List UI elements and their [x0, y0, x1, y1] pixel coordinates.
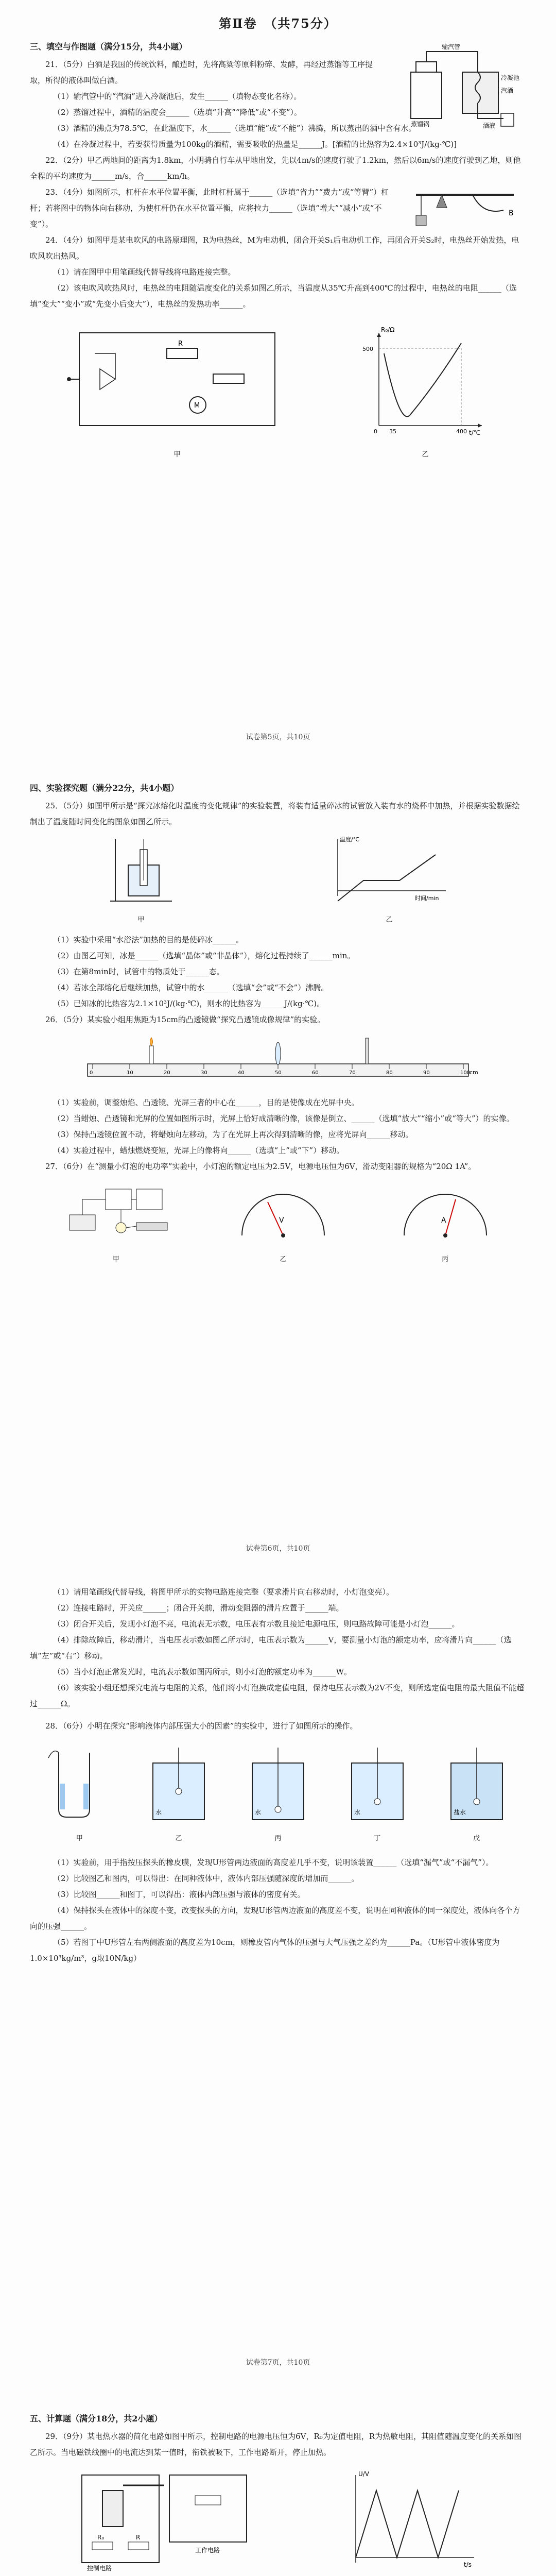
resistance-temperature-graph	[358, 323, 492, 441]
section-5-title: 五、计算题（满分18分，共2小题）	[30, 2414, 163, 2424]
ruler-tick-label: 80	[386, 1070, 393, 1076]
q24-caption-a: 甲	[173, 451, 181, 459]
q27-figures	[30, 1179, 526, 1267]
water-bath-apparatus	[100, 834, 182, 906]
section-4-title: 四、实验探究题（满分22分，共4小题）	[30, 783, 179, 793]
q28-fig-e	[441, 1742, 513, 1846]
container-saltwater-e	[441, 1742, 513, 1825]
q26-line-4: （4）实验过程中，蜡烛燃烧变短，光屏上的像将向______（选填“上”或“下”）移动。	[53, 1146, 344, 1155]
q27-ammeter	[394, 1179, 497, 1267]
q28-fig-d	[341, 1742, 413, 1846]
fig-label-pipe: 输汽管	[442, 43, 461, 50]
q24-graph-xlabel: t/℃	[469, 429, 481, 436]
question-27	[30, 1159, 526, 1267]
page-5-footer: 试卷第5页，共10页	[246, 733, 310, 741]
q28-caption-b: 乙	[175, 1835, 182, 1842]
q28-caption-a: 甲	[76, 1835, 83, 1842]
question-22: 22．（2分）甲乙两地间的距离为1.8km，小明骑自行车从甲地出发，先以4m/s的速度行驶了1.2km，然后以6m/s的速度行驶到乙地，则他全程的平均速度为______m/s，合______km/h。	[30, 156, 521, 181]
q28-line-3: （3）比较图______和图丁，可以得出：液体内部压强与液体的密度有关。	[53, 1890, 305, 1899]
q27-continued	[30, 1584, 526, 1712]
fig-label-vapor: 汽酒	[501, 87, 514, 94]
q27-line-1: （1）请用笔画线代替导线，将图甲所示的实物电路连接完整（要求滑片向右移动时，小灯泡变亮）。	[53, 1587, 394, 1597]
u-tube-manometer	[43, 1742, 115, 1825]
q21-line-4: （4）在冷凝过程中，若要获得质量为100kg的酒精，需要吸收的热量是______J。[酒精的比热容为2.4×10³J/(kg·℃)]	[53, 140, 457, 149]
q21-line-2: （2）蒸馏过程中，酒精的温度会______（选填“升高”“降低”或“不变”）。	[53, 108, 302, 117]
q24-caption-b: 乙	[422, 451, 429, 459]
q24-stem: 24．（4分）如图甲是某电吹风的电路原理图，R为电热丝，M为电动机，闭合开关S₁后电动机工作，再闭合开关S₂时，电热丝开始发热，电吹风吹出热风。	[30, 235, 519, 261]
exam-page-5	[0, 0, 556, 757]
q21-stem: 21．（5分）白酒是我国的传统饮料，酿造时，先将高粱等原料粉碎、发酵，再经过蒸馏等工序提取，所得的液体叫做白酒。	[30, 60, 373, 85]
ruler-tick-label: 70	[349, 1070, 356, 1076]
q24-graph-figure	[358, 323, 492, 463]
page-7-footer: 试卷第7页，共10页	[246, 2359, 310, 2367]
fig-label-pot: 蒸馏锅	[411, 121, 430, 128]
q27-circuit	[59, 1179, 172, 1267]
q25-apparatus	[100, 834, 182, 928]
q28-caption-d: 丁	[374, 1835, 381, 1842]
ammeter-dial	[394, 1179, 497, 1246]
q25-graph	[322, 834, 456, 928]
q25-graph-xlabel: 时间/min	[415, 895, 439, 902]
voltage-time-graph	[340, 2465, 484, 2573]
page-6-footer: 试卷第6页，共10页	[246, 1545, 310, 1553]
q24-line-1: （1）请在图甲中用笔画线代替导线将电路连接完整。	[53, 267, 236, 277]
hairdryer-circuit-svg	[64, 323, 290, 441]
q27-line-6: （6）该实验小组还想探究电流与电阻的关系，他们将小灯泡换成定值电阻，保持电压表示数为2V不变，则所选定值电阻的最大阻值不能超过______Ω。	[30, 1683, 524, 1708]
q28-line-2: （2）比较图乙和图丙，可以得出：在同种液体中，液体内部压强随深度的增加而______。	[53, 1874, 359, 1883]
q28-fig-b	[143, 1742, 215, 1846]
q25-line-4: （4）若冰全部熔化后继续加热，试管中的水______（选填“会”或“不会”）沸腾。	[53, 983, 329, 992]
question-28	[30, 1718, 526, 1967]
q28-liquid-d: 水	[354, 1809, 360, 1816]
q29-graph-xlabel: t/s	[464, 2561, 472, 2568]
q21-line-1: （1）输汽管中的“汽酒”进入冷凝池后，发生______（填物态变化名称）。	[53, 92, 302, 101]
q23-stem: 23．（4分）如图所示，杠杆在水平位置平衡，此时杠杆属于______（选填“省力”“费力”或“等臂”）杠杆；若将图中的物体向右移动，为使杠杆仍在水平位置平衡，应将拉力______（选填“增大”“减小”或“不变”）。	[30, 188, 389, 229]
q27-line-2: （2）连接电路时，开关应______；闭合开关前，滑动变阻器的滑片应置于______端。	[53, 1603, 344, 1613]
exam-page-7	[0, 1569, 556, 2388]
part-title: 第Ⅱ卷 （共75分）	[219, 16, 337, 31]
question-23	[30, 184, 526, 232]
voltmeter-dial	[232, 1179, 335, 1246]
q28-figures	[30, 1742, 526, 1846]
optical-bench-svg	[82, 1033, 478, 1090]
svg-text:V: V	[279, 1216, 284, 1225]
q28-caption-e: 戊	[473, 1835, 480, 1842]
distillation-figure	[401, 41, 524, 129]
q26-line-3: （3）保持凸透镜位置不动，将蜡烛向左移动，为了在光屏上再次得到清晰的像，应将光屏向______移动。	[53, 1130, 413, 1139]
page-6-content	[30, 773, 526, 1272]
q28-fig-c	[242, 1742, 314, 1846]
q27-caption-b: 乙	[280, 1256, 287, 1263]
question-26	[30, 1012, 526, 1159]
q25-line-1: （1）实验中采用“水浴法”加热的目的是使碎冰______。	[53, 935, 244, 944]
q27-caption-c: 丙	[442, 1256, 449, 1263]
q25-stem: 25．（5分）如图甲所示是“探究冰熔化时温度的变化规律”的实验装置，将装有适量碎冰的试管放入装有水的烧杯中加热，并根据实验数据绘制出了温度随时间变化的图象如图乙所示。	[30, 801, 520, 826]
fig-label-condenser: 冷凝池	[501, 74, 520, 81]
q28-fig-a	[43, 1742, 115, 1846]
q25-line-2: （2）由图乙可知，冰是______（选填“晶体”或“非晶体”），熔化过程持续了______min。	[53, 951, 355, 960]
ruler-tick-label: 20	[164, 1070, 170, 1076]
q26-stem: 26．（5分）某实验小组用焦距为15cm的凸透镜做“探究凸透镜成像规律”的实验。	[45, 1015, 325, 1024]
q29-label-control: 控制电路	[87, 2565, 112, 2572]
lever-label-b: B	[509, 209, 514, 217]
q25-caption-b: 乙	[386, 916, 393, 924]
q25-caption-a: 甲	[137, 916, 145, 924]
ruler-tick-label: 50	[275, 1070, 282, 1076]
q24-graph-ytick: 500	[362, 346, 373, 352]
question-24	[30, 232, 526, 463]
q29-label-r0: R₀	[97, 2534, 105, 2541]
fig-label-liquor: 酒液	[483, 122, 496, 129]
q24-graph-xtick-1: 35	[389, 428, 396, 435]
ruler-tick-label: 40	[238, 1070, 245, 1076]
page-7-content	[30, 1584, 526, 1967]
q26-line-1: （1）实验前，调整烛焰、凸透镜、光屏三者的中心在______，目的是使像成在光屏中央。	[53, 1098, 359, 1107]
q29-graph	[340, 2465, 484, 2576]
q28-liquid-e: 盐水	[453, 1809, 466, 1816]
container-water-d	[341, 1742, 413, 1825]
ruler-tick-label: 60	[312, 1070, 319, 1076]
q24-line-2: （2）该电吹风吹热风时，电热丝的电阻随温度变化的关系如图乙所示，当温度从35℃升高到400℃的过程中，电热丝的电阻______（选填“变大”“变小”或“先变小后变大”），电热丝的发热功率______。	[30, 283, 517, 309]
q29-figures	[30, 2465, 526, 2576]
q28-liquid-c: 水	[254, 1809, 261, 1816]
ruler-tick-label: 10	[127, 1070, 133, 1076]
q27-line-3: （3）闭合开关后，发现小灯泡不亮，电流表无示数，电压表有示数且接近电源电压，则电路故障可能是小灯泡______。	[53, 1619, 460, 1629]
q29-circuit	[72, 2465, 257, 2576]
q25-figures	[30, 834, 526, 928]
q24-circuit-figure	[64, 323, 290, 463]
q24-graph-ylabel: R₀/Ω	[381, 326, 395, 333]
q21-line-3: （3）酒精的沸点为78.5℃，在此温度下，水______（选填“能”或“不能”）沸腾，所以蒸出的酒中含有水。	[53, 124, 416, 133]
q26-optical-bench	[30, 1033, 526, 1090]
svg-text:M: M	[194, 402, 200, 410]
q28-line-1: （1）实验前，用手指按压探头的橡皮膜，发现U形管两边液面的高度差几乎不变，说明该装置______（选填“漏气”或“不漏气”）。	[53, 1858, 494, 1867]
exam-page-8	[0, 2388, 556, 2576]
q25-line-3: （3）在第8min时，试管中的物质处于______态。	[53, 967, 224, 976]
q29-label-r: R	[136, 2534, 141, 2541]
q29-stem: 29．（9分）某电热水器的简化电路如图甲所示，控制电路的电源电压恒为6V，R₀为定值电阻，R为热敏电阻，其阻值随温度变化的关系如图乙所示。当电磁铁线圈中的电流达到某一值时，衔铁被吸下，工作电路断开，停止加热。	[30, 2432, 522, 2457]
q29-label-work: 工作电路	[195, 2547, 220, 2554]
svg-text:A: A	[441, 1216, 446, 1225]
container-water-c	[242, 1742, 314, 1825]
exam-page-6	[0, 757, 556, 1569]
q24-figures	[30, 323, 526, 463]
q24-graph-xtick-0: 0	[374, 428, 377, 435]
container-water-b	[143, 1742, 215, 1825]
lever-figure	[411, 179, 524, 236]
section-3-title: 三、填空与作图题（满分15分，共4小题）	[30, 42, 187, 52]
svg-text:R: R	[178, 340, 183, 348]
q28-line-4: （4）保持探头在液体中的深度不变，改变探头的方向，发现U形管两边液面的高度差不变，说明在同种液体的同一深度处，液体向各个方向的压强______。	[30, 1906, 520, 1931]
q28-liquid-b: 水	[155, 1809, 162, 1816]
q29-graph-ylabel: U/V	[358, 2470, 370, 2478]
q25-graph-ylabel: 温度/℃	[340, 836, 360, 843]
q25-line-5: （5）已知冰的比热容为2.1×10³J/(kg·℃)，则水的比热容为______J/(kg·℃)。	[53, 999, 325, 1008]
q28-stem: 28．（6分）小明在探究“影响液体内部压强大小的因素”的实验中，进行了如图所示的操作。	[45, 1721, 358, 1731]
q28-caption-c: 丙	[274, 1835, 282, 1842]
q27-caption-a: 甲	[112, 1256, 119, 1263]
lamp-circuit-svg	[59, 1179, 172, 1246]
q28-line-5: （5）若图丁中U形管左右两侧液面的高度差为10cm，则橡皮管内气体的压强与大气压强之差约为______Pa。（U形管中液体密度为1.0×10³kg/m³，g取10N/kg）	[30, 1938, 500, 1963]
question-25	[30, 798, 526, 1012]
q27-line-5: （5）当小灯泡正常发光时，电流表示数如图丙所示，则小灯泡的额定功率为______W。	[53, 1667, 352, 1676]
question-29	[30, 2429, 526, 2576]
q24-graph-xtick-2: 400	[456, 428, 467, 435]
ruler-tick-label: 90	[423, 1070, 430, 1076]
ruler-unit: cm	[470, 1069, 478, 1076]
temperature-time-graph	[322, 834, 456, 906]
q27-stem: 27．（6分）在“测量小灯泡的电功率”实验中，小灯泡的额定电压为2.5V，电源电压恒为6V，滑动变阻器的规格为“20Ω 1A”。	[45, 1162, 476, 1171]
q27-line-4: （4）排除故障后，移动滑片，当电压表示数如图乙所示时，电压表示数为______V，要测量小灯泡的额定功率，应将滑片向______（选填“左”或“右”）移动。	[30, 1635, 512, 1660]
ruler-tick-label: 100	[460, 1070, 471, 1076]
q26-line-2: （2）当蜡烛、凸透镜和光屏的位置如图所示时，光屏上恰好成清晰的像，该像是倒立、______（选填“放大”“缩小”或“等大”）的实像。	[53, 1114, 514, 1123]
water-heater-circuit	[72, 2465, 257, 2573]
page-5-content	[30, 15, 526, 467]
ruler-tick-label: 30	[201, 1070, 207, 1076]
ruler-tick-label: 0	[90, 1070, 93, 1076]
q27-voltmeter	[232, 1179, 335, 1267]
page-8-content	[30, 2403, 526, 2576]
